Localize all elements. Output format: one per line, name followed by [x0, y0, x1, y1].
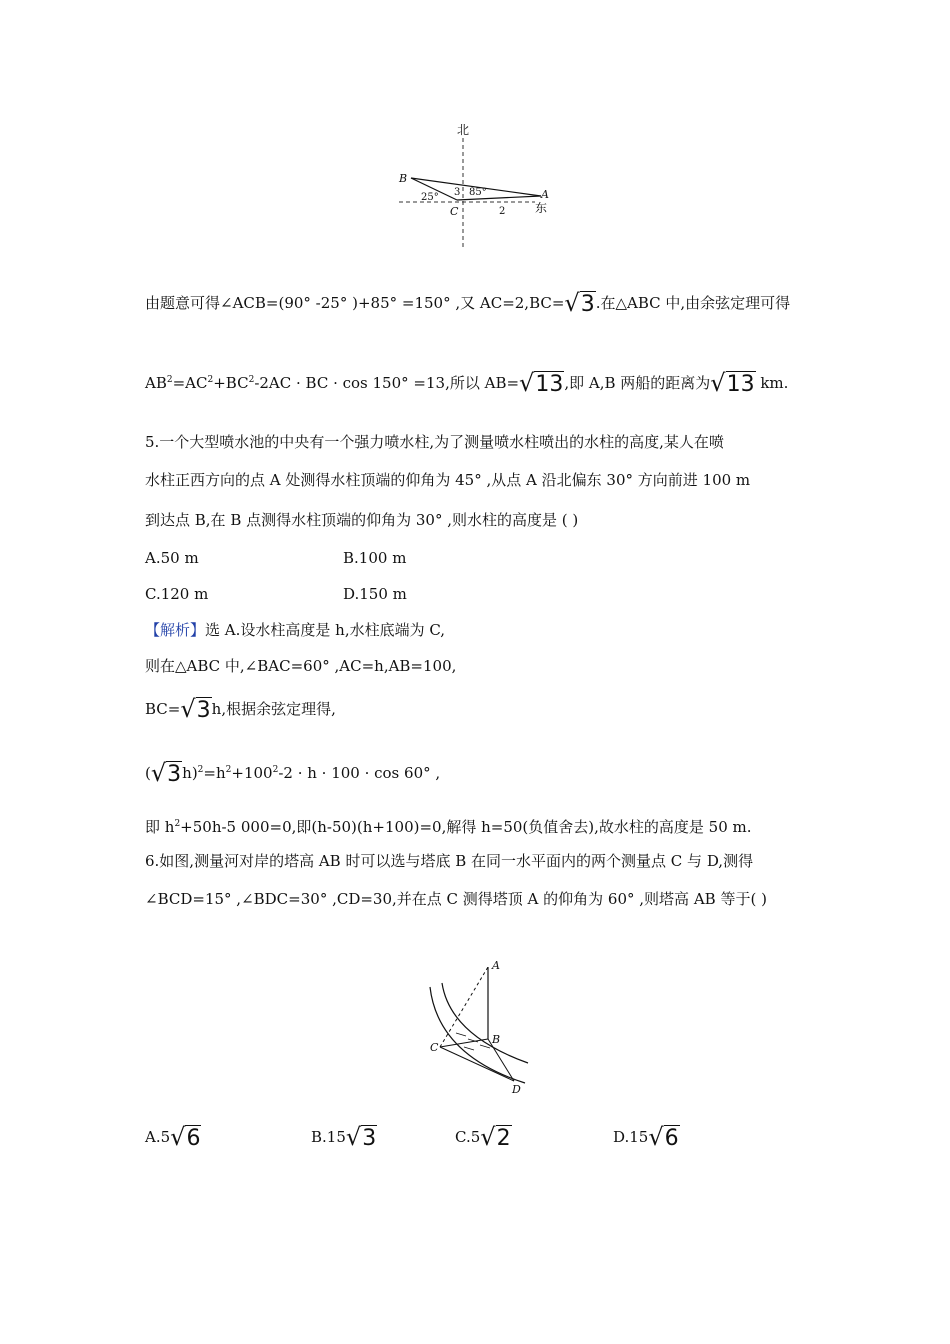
point-C-label: C [430, 1041, 439, 1054]
q5-option-D: D.150 m [343, 585, 407, 603]
solution-line-1 [145, 290, 790, 318]
sqrt-3: √3 [564, 289, 595, 317]
q5-line-3: 到达点 B,在 B 点测得水柱顶端的仰角为 30° ,则水柱的高度是 ( ) [145, 511, 579, 529]
q5-option-A: A.50 m [145, 549, 199, 567]
q6-option-B: B.15√3 [311, 1123, 377, 1151]
sqrt-6: √6 [648, 1123, 679, 1151]
point-B-label: B [399, 172, 408, 185]
q5-line-2: 水柱正西方向的点 A 处测得水柱顶端的仰角为 45° ,从点 A 沿北偏东 30° 方向前进 100 m [145, 471, 751, 489]
line-CB [440, 1039, 488, 1047]
river-bank-outer [430, 987, 525, 1083]
ship-position-figure [395, 120, 565, 250]
sqrt-2: √2 [480, 1123, 511, 1151]
point-A-label: A [492, 959, 500, 972]
text: 由题意可得∠ACB=(90° -25° )+85° =150° ,又 AC=2,BC= [145, 294, 565, 312]
point-C-label: C [450, 205, 459, 218]
point-A-label: A [541, 188, 549, 201]
q5-line-1: 5.一个大型喷水池的中央有一个强力喷水柱,为了测量喷水柱喷出的水柱的高度,某人在喷 [145, 433, 724, 451]
solution-line-2: $AB^2=AC^2+BC^2-2AC$ · BC · cos 150° =13,所以 AB=√13,即 A,B 两船的距离为√13 km. [145, 369, 789, 397]
analysis-tag: 【解析】 [145, 621, 206, 639]
q5-solution-3: BC=√3h,根据余弦定理得, [145, 695, 336, 723]
q5-option-C: C.120 m [145, 585, 209, 603]
sqrt-3: √3 [180, 695, 211, 723]
angle-85-label: 85° [469, 187, 487, 198]
q6-option-C: C.5√2 [455, 1123, 511, 1151]
side-2-label: 2 [499, 206, 506, 217]
river-bank-inner [442, 983, 528, 1063]
q5-option-B: B.100 m [343, 549, 407, 567]
side-3-label: 3 [454, 187, 461, 198]
sqrt-3: √3 [345, 1123, 377, 1151]
tower-figure [420, 955, 540, 1100]
q5-solution-2: 则在△ABC 中,∠BAC=60° ,AC=h,AB=100, [145, 657, 457, 675]
sqrt-3: √3 [150, 759, 182, 787]
q6-option-D: D.15√6 [613, 1123, 679, 1151]
text: .在△ABC 中,由余弦定理可得 [595, 294, 791, 312]
east-label: 东 [535, 201, 548, 215]
sqrt-6: √6 [170, 1123, 201, 1151]
point-B-label: B [492, 1033, 501, 1046]
point-D-label: D [512, 1083, 521, 1096]
north-label: 北 [457, 123, 470, 137]
sqrt-13: √13 [710, 369, 755, 397]
q6-line-2: ∠BCD=15° ,∠BDC=30° ,CD=30,并在点 C 测得塔顶 A 的仰角为 60° ,则塔高 AB 等于( ) [145, 890, 767, 908]
q5-solution-1: 【解析】选 A.设水柱高度是 h,水柱底端为 C, [145, 621, 446, 639]
angle-25-label: 25° [421, 192, 439, 203]
q6-line-1: 6.如图,测量河对岸的塔高 AB 时可以选与塔底 B 在同一水平面内的两个测量点 C 与 D,测得 [145, 852, 754, 870]
q5-solution-5: 即 $h^2+50h-5$ 000=0,即(h-50)(h+100)=0,解得 h=50(负值舍去),故水柱的高度是 50 m. [145, 818, 752, 836]
q5-solution-4: $(√3h)^2=h^2+100^2-2 \cdot h \cdot 100 \cdot \cos 60^\circ$ , [145, 759, 441, 787]
q6-option-A: A.5√6 [145, 1123, 201, 1151]
sqrt-13: √13 [519, 369, 564, 397]
